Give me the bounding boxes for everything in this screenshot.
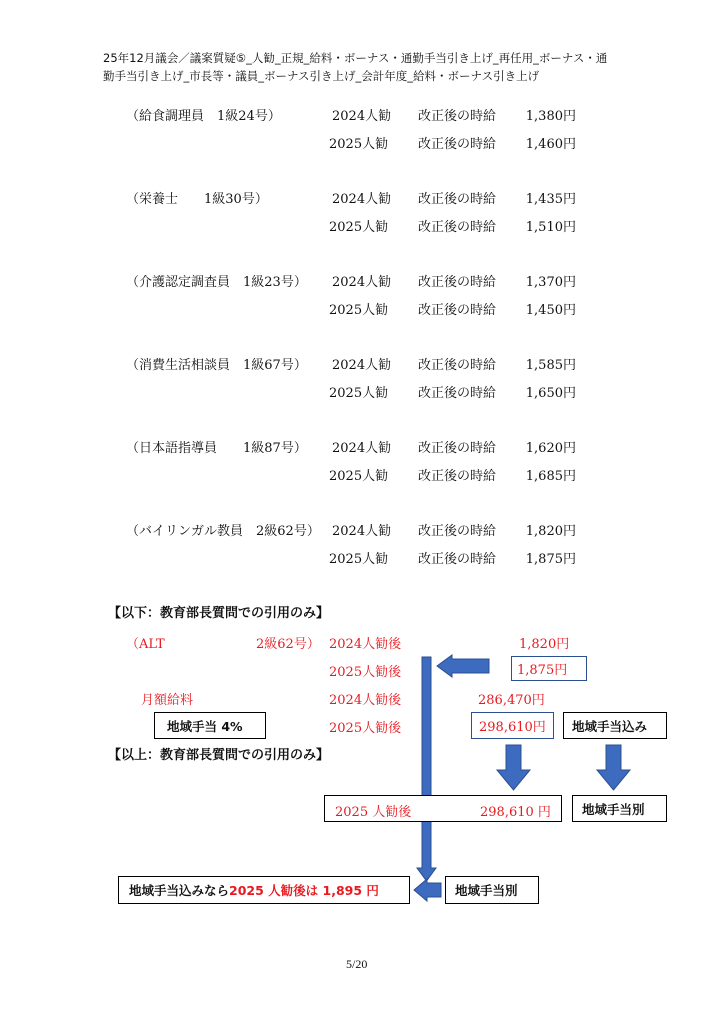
citation-end: 【以上：教育部長質問での引用のみ】 [108,748,330,763]
allowance-rate: 地域手当 4% [167,718,243,734]
monthly-2025: 298,610円 [479,720,546,735]
job-title: （日本語指導員 1級87号） [126,441,307,456]
year-label: 2024人勧 [332,275,392,290]
incl-allowance-label: 地域手当込み [572,718,648,734]
alt-grade: 2級62号） [256,637,320,652]
header-line-2: 勤手当引き上げ_市長等・議員_ボーナス引き上げ_会計年度_給料・ボーナス引き上げ [103,69,540,83]
job-title: （給食調理員 1級24号） [126,109,281,124]
job-title: （バイリンガル教員 2級62号） [126,524,320,539]
job-title: （消費生活相談員 1級67号） [126,358,307,373]
wage-label: 改正後の時給 [418,386,497,401]
allowance-separate-label: 地域手当別 [455,883,518,898]
year-label: 2024人勧 [332,358,392,373]
summary-value: 298,610 円 [480,805,551,820]
header-line-1: 25年12月議会／議案質疑⑤_人勧_正規_給料・ボーナス・通勤手当引き上げ_再任用_ボーナス・通 [103,51,608,65]
alt-label: （ALT [126,637,165,652]
citation-start: 【以下：教育部長質問での引用のみ】 [108,606,330,621]
hourly-wage: 1,820円 [525,524,576,539]
summary-box [324,795,562,822]
monthly-2024-year: 2024人勧後 [329,693,402,708]
wage-label: 改正後の時給 [418,441,497,456]
down-arrow-allowance [597,745,630,790]
hourly-wage: 1,450円 [525,303,576,318]
wage-label: 改正後の時給 [418,469,497,484]
wage-label: 改正後の時給 [418,358,497,373]
hourly-wage: 1,370円 [525,275,576,290]
hourly-wage: 1,875円 [525,552,576,567]
excl-allowance-label: 地域手当別 [582,801,645,817]
hourly-wage: 1,650円 [525,386,576,401]
monthly-2024: 286,470円 [478,693,545,708]
excl-allowance-box [572,795,667,822]
hourly-wage: 1,510円 [525,220,576,235]
year-label: 2025人勧 [329,220,389,235]
year-label: 2025人勧 [329,303,389,318]
year-label: 2025人勧 [329,552,389,567]
conclusion-prefix: 地域手当込みなら [129,883,230,898]
down-arrow-monthly [497,745,530,790]
alt-hourly-2024: 1,820円 [519,637,570,652]
job-title: （介護認定調査員 1級23号） [126,275,307,290]
monthly-2025-year: 2025人勧後 [329,721,402,736]
monthly-label: 月額給料 [141,693,194,708]
conclusion-box [118,876,410,904]
conclusion-result: 2025 人勧後は 1,895 円 [229,883,379,898]
alt-hourly-2025: 1,875円 [517,663,568,678]
wage-label: 改正後の時給 [418,109,497,124]
hourly-wage: 1,585円 [525,358,576,373]
wage-label: 改正後の時給 [418,524,497,539]
alt-hourly-2024-year: 2024人勧後 [329,637,402,652]
wage-label: 改正後の時給 [418,275,497,290]
left-arrow-conclusion [414,879,441,901]
hourly-wage: 1,620円 [525,441,576,456]
wage-label: 改正後の時給 [418,552,497,567]
allowance-separate-box [445,876,539,904]
left-arrow-to-line [437,655,489,677]
hourly-wage: 1,435円 [525,192,576,207]
wage-label: 改正後の時給 [418,137,497,152]
wage-label: 改正後の時給 [418,303,497,318]
year-label: 2024人勧 [332,441,392,456]
wage-label: 改正後の時給 [418,192,497,207]
year-label: 2024人勧 [332,192,392,207]
hourly-wage: 1,380円 [525,109,576,124]
wage-label: 改正後の時給 [418,220,497,235]
hourly-wage: 1,685円 [525,469,576,484]
year-label: 2025人勧 [329,386,389,401]
vertical-flow-arrow [417,657,436,881]
alt-hourly-2025-year: 2025人勧後 [329,665,402,680]
job-title: （栄養士 1級30号） [126,192,268,207]
hourly-wage: 1,460円 [525,137,576,152]
page-number: 5/20 [346,957,368,971]
year-label: 2024人勧 [332,524,392,539]
year-label: 2024人勧 [332,109,392,124]
year-label: 2025人勧 [329,137,389,152]
summary-year: 2025 人勧後 [335,805,412,820]
year-label: 2025人勧 [329,469,389,484]
